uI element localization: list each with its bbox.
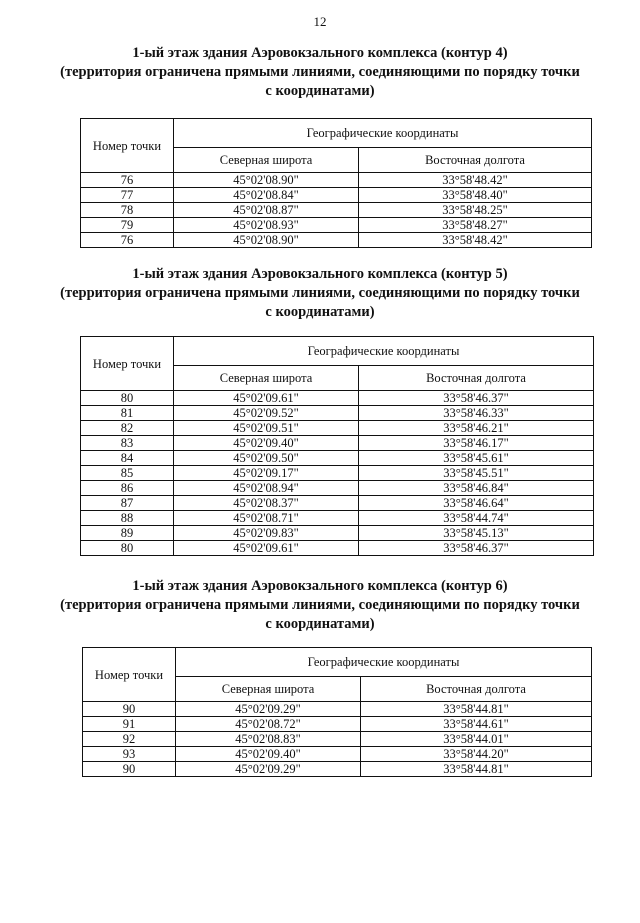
longitude-cell: 33°58'44.81" [361,702,592,717]
heading-line-2: (территория ограничена прямыми линиями, соединяющими по порядку точки [60,64,580,80]
table-row [83,702,592,717]
header-north-latitude: Северная широта [174,148,359,173]
table-row [81,496,594,511]
longitude-cell: 33°58'46.64" [359,496,594,511]
section-heading [40,44,600,101]
longitude-cell: 33°58'45.61" [359,451,594,466]
heading-line-3: с координатами) [265,304,375,320]
header-geographic-coordinates: Географические координаты [174,119,592,148]
heading-line-2: (территория ограничена прямыми линиями, соединяющими по порядку точки [60,597,580,613]
point-number-cell: 92 [83,732,176,747]
coordinates-table [82,647,592,777]
table-row [81,173,592,188]
latitude-cell: 45°02'09.52" [174,406,359,421]
longitude-cell: 33°58'45.51" [359,466,594,481]
point-number-cell: 84 [81,451,174,466]
header-north-latitude: Северная широта [174,366,359,391]
point-number-cell: 88 [81,511,174,526]
latitude-cell: 45°02'08.87" [174,203,359,218]
longitude-cell: 33°58'46.33" [359,406,594,421]
point-number-cell: 91 [83,717,176,732]
point-number-cell: 83 [81,436,174,451]
table-row [81,526,594,541]
longitude-cell: 33°58'48.27" [359,218,592,233]
table-row [81,406,594,421]
header-east-longitude: Восточная долгота [361,677,592,702]
latitude-cell: 45°02'08.37" [174,496,359,511]
point-number-cell: 85 [81,466,174,481]
heading-line-3: с координатами) [265,83,375,99]
latitude-cell: 45°02'09.29" [176,702,361,717]
latitude-cell: 45°02'08.94" [174,481,359,496]
point-number-cell: 86 [81,481,174,496]
point-number-cell: 80 [81,391,174,406]
point-number-cell: 90 [83,762,176,777]
table-row [83,747,592,762]
longitude-cell: 33°58'44.81" [361,762,592,777]
table-row [81,203,592,218]
table-row [81,421,594,436]
table-row [81,436,594,451]
header-point-number: Номер точки [81,119,174,173]
latitude-cell: 45°02'09.61" [174,541,359,556]
section-contour-5 [0,265,640,322]
latitude-cell: 45°02'09.40" [176,747,361,762]
point-number-cell: 80 [81,541,174,556]
longitude-cell: 33°58'46.17" [359,436,594,451]
table-row [81,218,592,233]
latitude-cell: 45°02'08.71" [174,511,359,526]
latitude-cell: 45°02'09.40" [174,436,359,451]
section-heading [40,577,600,634]
latitude-cell: 45°02'08.83" [176,732,361,747]
point-number-cell: 79 [81,218,174,233]
latitude-cell: 45°02'09.29" [176,762,361,777]
header-point-number: Номер точки [81,337,174,391]
table-row [83,717,592,732]
point-number-cell: 76 [81,173,174,188]
section-heading [40,265,600,322]
point-number-cell: 76 [81,233,174,248]
heading-line-2: (территория ограничена прямыми линиями, соединяющими по порядку точки [60,285,580,301]
table-row [81,511,594,526]
table-row [81,466,594,481]
table-row [83,762,592,777]
point-number-cell: 87 [81,496,174,511]
table-row [81,541,594,556]
point-number-cell: 78 [81,203,174,218]
longitude-cell: 33°58'46.37" [359,391,594,406]
header-north-latitude: Северная широта [176,677,361,702]
latitude-cell: 45°02'09.17" [174,466,359,481]
table-row [81,451,594,466]
longitude-cell: 33°58'44.74" [359,511,594,526]
heading-line-1: 1-ый этаж здания Аэровокзального комплекса (контур 5) [132,266,508,282]
point-number-cell: 81 [81,406,174,421]
table-row [83,732,592,747]
section-contour-6 [0,577,640,634]
longitude-cell: 33°58'46.84" [359,481,594,496]
latitude-cell: 45°02'08.72" [176,717,361,732]
coordinates-table [80,118,592,248]
header-east-longitude: Восточная долгота [359,148,592,173]
heading-line-1: 1-ый этаж здания Аэровокзального комплекса (контур 6) [132,578,508,594]
latitude-cell: 45°02'08.90" [174,233,359,248]
table-row [81,233,592,248]
longitude-cell: 33°58'44.20" [361,747,592,762]
longitude-cell: 33°58'46.37" [359,541,594,556]
page-number: 12 [313,14,327,29]
longitude-cell: 33°58'46.21" [359,421,594,436]
header-geographic-coordinates: Географические координаты [176,648,592,677]
longitude-cell: 33°58'48.40" [359,188,592,203]
point-number-cell: 93 [83,747,176,762]
latitude-cell: 45°02'08.84" [174,188,359,203]
latitude-cell: 45°02'09.61" [174,391,359,406]
header-point-number: Номер точки [83,648,176,702]
longitude-cell: 33°58'45.13" [359,526,594,541]
table-row [81,391,594,406]
heading-line-3: с координатами) [265,616,375,632]
longitude-cell: 33°58'44.61" [361,717,592,732]
longitude-cell: 33°58'44.01" [361,732,592,747]
table-row [81,188,592,203]
coordinates-table [80,336,594,556]
longitude-cell: 33°58'48.42" [359,233,592,248]
header-geographic-coordinates: Географические координаты [174,337,594,366]
longitude-cell: 33°58'48.42" [359,173,592,188]
latitude-cell: 45°02'08.90" [174,173,359,188]
header-east-longitude: Восточная долгота [359,366,594,391]
latitude-cell: 45°02'09.83" [174,526,359,541]
latitude-cell: 45°02'09.50" [174,451,359,466]
point-number-cell: 77 [81,188,174,203]
longitude-cell: 33°58'48.25" [359,203,592,218]
point-number-cell: 90 [83,702,176,717]
point-number-cell: 89 [81,526,174,541]
heading-line-1: 1-ый этаж здания Аэровокзального комплекса (контур 4) [132,45,508,61]
latitude-cell: 45°02'09.51" [174,421,359,436]
table-row [81,481,594,496]
point-number-cell: 82 [81,421,174,436]
section-contour-4 [0,44,640,101]
latitude-cell: 45°02'08.93" [174,218,359,233]
